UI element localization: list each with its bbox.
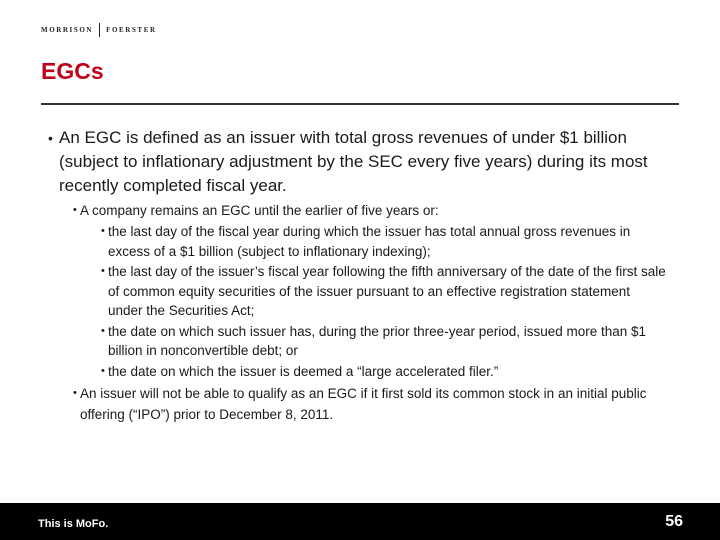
bullet-subsub-text: the date on which such issuer has, during the prior three-year period, issued more than $1 billion in nonconvertible debt; or [108,323,647,358]
logo-right-text: FOERSTER [106,26,157,34]
firm-logo [41,24,157,36]
bullet-sub-1 [73,200,680,221]
logo-divider [99,23,100,37]
slide-content [0,126,720,425]
bullet-main-text: An EGC is defined as an issuer with total gross revenues of under $1 billion (subject to inflationary adjustment by the SEC every five years) during its most recently completed fiscal year. [59,128,648,195]
bullet-main [48,126,674,198]
bullet-dot-icon: • [101,225,105,237]
bullet-dot-icon: • [48,130,53,146]
footer-tagline: This is MoFo. [38,518,109,530]
slide-title: EGCs [41,58,104,84]
bullet-subsub-2 [101,262,668,321]
bullet-sub-2 [73,383,680,425]
footer-bar [0,503,720,540]
bullet-subsub-text: the last day of the fiscal year during which the issuer has total annual gross revenues in excess of a $1 billion (subject to inflationary indexing); [108,224,631,259]
bullet-subsub-text: the date on which the issuer is deemed a “large accelerated filer.” [108,363,499,379]
bullet-sub-2-text: An issuer will not be able to qualify as an EGC if it first sold its common stock in an initial public offering (“IPO”) prior to December 8, 2011. [80,386,647,422]
bullet-dot-icon: • [73,204,77,216]
bullet-subsub-1 [101,222,668,261]
title-divider [41,103,679,105]
bullet-subsub-4 [101,362,668,382]
bullet-dot-icon: • [101,364,105,377]
bullet-dot-icon: • [73,387,77,399]
bullet-sub-1-text: A company remains an EGC until the earlier of five years or: [80,203,439,218]
bullet-subsub-text: the last day of the issuer’s fiscal year following the fifth anniversary of the date of the first sale of common equity securities of the issuer pursuant to an effective registration statement under the Securities Act; [108,264,666,318]
bullet-dot-icon: • [101,324,105,337]
logo-left-text: MORRISON [41,26,94,34]
bullet-dot-icon: • [101,265,105,277]
page-number: 56 [665,513,683,530]
bullet-subsub-3 [101,322,668,361]
